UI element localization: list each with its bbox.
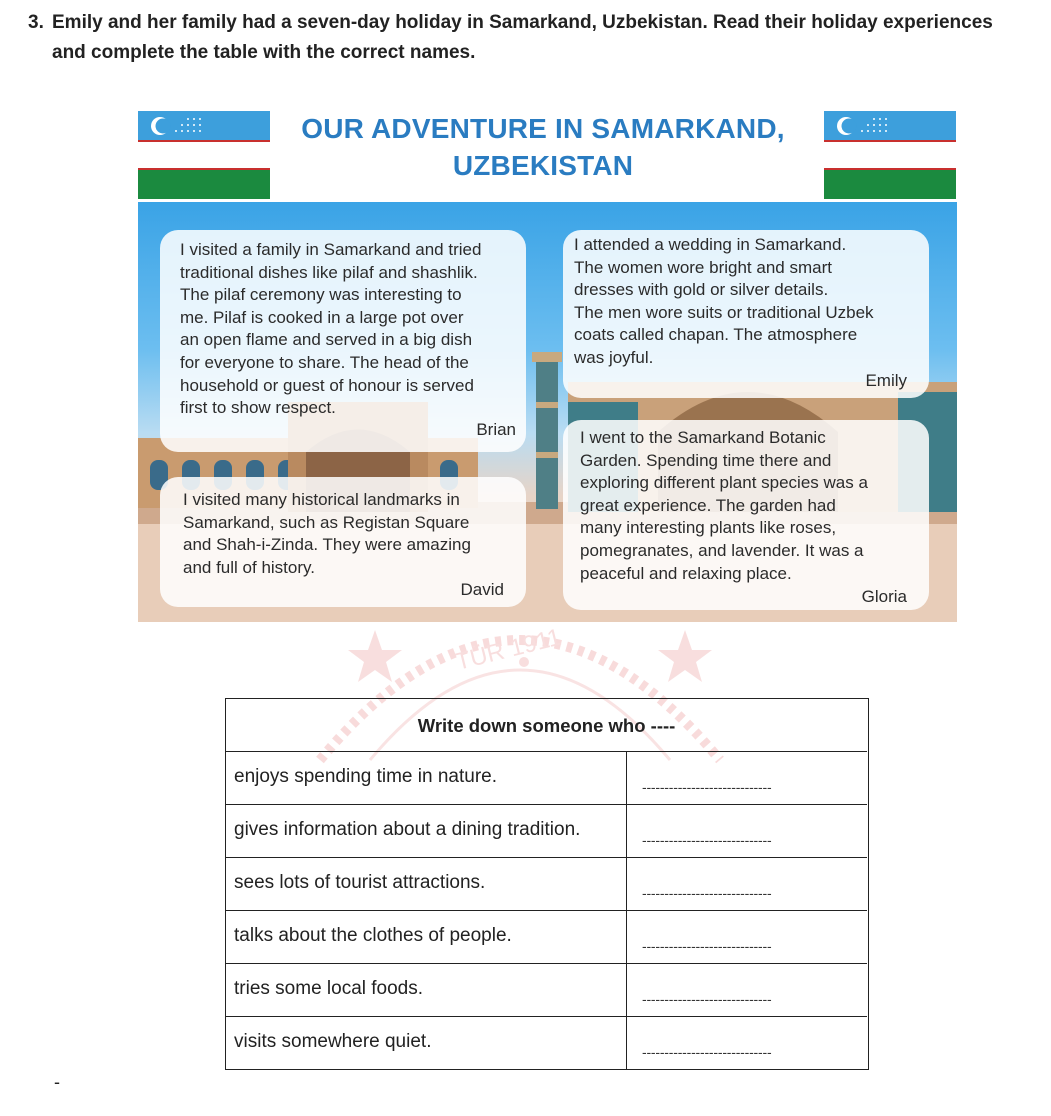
svg-text:TÜR 1911: TÜR 1911 xyxy=(452,623,564,676)
experience-card-emily xyxy=(563,230,929,398)
trailing-dash: - xyxy=(54,1072,60,1092)
registan-photo-banner xyxy=(138,202,957,622)
answer-blank[interactable]: ----------------------------- xyxy=(642,1045,772,1059)
table-row xyxy=(226,805,867,858)
table-row xyxy=(226,911,867,964)
question-text: Emily and her family had a seven-day holiday in Samarkand, Uzbekistan. Read their holiday experiences and complete the table with the correct names. xyxy=(52,12,993,63)
card-text: I attended a wedding in Samarkand. The women wore bright and smart dresses with gold or silver details. The men wore suits or traditional Uzbek coats called chapan. The atmosphere was joyful. xyxy=(574,235,874,367)
table-row xyxy=(226,752,867,805)
table-header: Write down someone who ---- xyxy=(226,699,867,752)
poster-title-line-2: UZBEKISTAN xyxy=(452,150,634,181)
card-text: I went to the Samarkand Botanic Garden. Spending time there and exploring different plant species was a great experience. The garden had many interesting plants like roses, pomegranates, and lavender. It was a peaceful and relaxing place. xyxy=(580,428,868,583)
answer-blank[interactable]: ----------------------------- xyxy=(642,833,772,847)
uzbekistan-flag-right xyxy=(824,111,956,199)
row-prompt: tries some local foods. xyxy=(226,964,627,1016)
table-row xyxy=(226,858,867,911)
table-row xyxy=(226,1017,867,1070)
card-author-name: Brian xyxy=(476,420,516,439)
card-text: I visited a family in Samarkand and tried traditional dishes like pilaf and shashlik. The pilaf ceremony was interesting to me. Pilaf is cooked in a large pot over an open flame and served in a big dish for everyone to share. The head of the household or guest of honour is served first to show respect. xyxy=(180,240,482,418)
row-prompt: sees lots of tourist attractions. xyxy=(226,858,627,910)
poster-title xyxy=(280,110,806,184)
table-row xyxy=(226,964,867,1017)
card-author-name: Emily xyxy=(865,371,907,390)
answer-table xyxy=(225,698,869,1070)
crescent-stars-icon xyxy=(834,114,894,138)
answer-blank[interactable]: ----------------------------- xyxy=(642,992,772,1006)
row-prompt: visits somewhere quiet. xyxy=(226,1017,627,1070)
card-author-name: Gloria xyxy=(861,587,907,606)
crescent-stars-icon xyxy=(148,114,208,138)
experience-card-brian xyxy=(160,230,526,452)
card-text: I visited many historical landmarks in Samarkand, such as Registan Square and Shah-i-Zinda. They were amazing and full of history. xyxy=(183,490,471,577)
row-prompt: enjoys spending time in nature. xyxy=(226,752,627,804)
row-prompt: talks about the clothes of people. xyxy=(226,911,627,963)
answer-blank[interactable]: ----------------------------- xyxy=(642,780,772,794)
uzbekistan-flag-left xyxy=(138,111,270,199)
row-prompt: gives information about a dining tradition. xyxy=(226,805,627,857)
question-number: 3. xyxy=(28,12,44,33)
answer-blank[interactable]: ----------------------------- xyxy=(642,939,772,953)
card-author-name: David xyxy=(460,580,504,599)
poster-title-line-1: OUR ADVENTURE IN SAMARKAND, xyxy=(301,113,785,144)
answer-blank[interactable]: ----------------------------- xyxy=(642,886,772,900)
